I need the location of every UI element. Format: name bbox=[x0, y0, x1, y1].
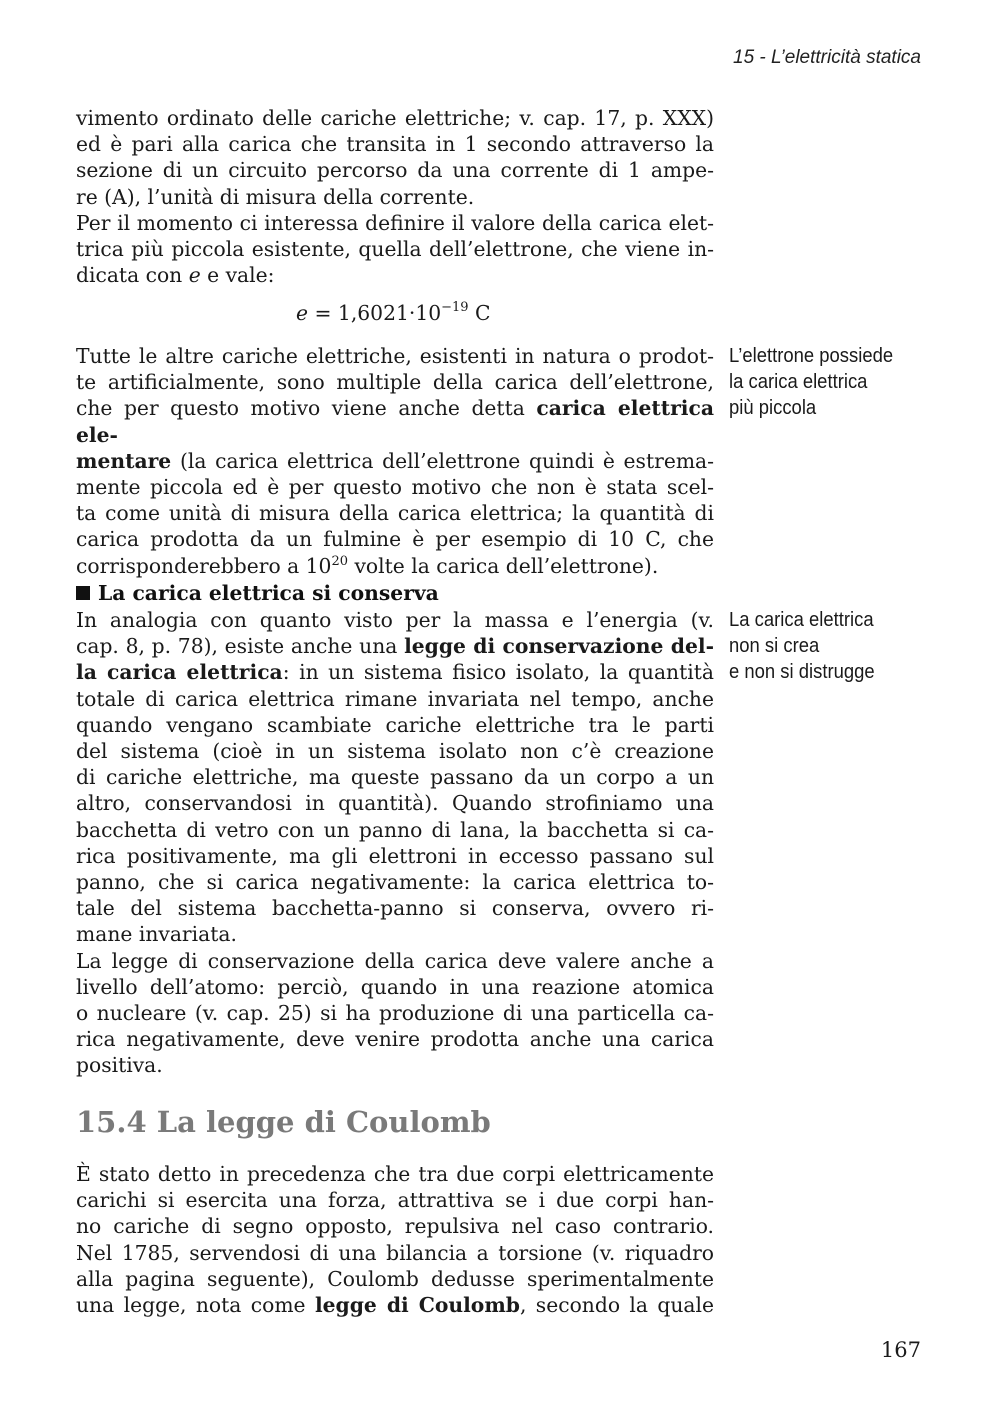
text-line bbox=[76, 659, 714, 685]
subheading-conservation bbox=[76, 581, 439, 605]
text-run: : in un sistema fisico isolato, la quantità bbox=[282, 660, 714, 685]
formula-unit: C bbox=[475, 301, 491, 325]
text-line: vimento ordinato delle cariche elettriche; v. cap. 17, p. XXX) bbox=[76, 106, 714, 130]
margin-note-line: La carica elettrica bbox=[729, 608, 874, 631]
text-line: totale di carica elettrica rimane invariata nel tempo, anche bbox=[76, 686, 714, 711]
term-bold: mentare bbox=[76, 448, 172, 473]
text-line: altro, conservandosi in quantità). Quando strofiniamo una bbox=[76, 791, 714, 816]
electron-charge-formula bbox=[296, 301, 491, 325]
text-run: (la carica elettrica dell’elettrone quindi è estrema- bbox=[171, 448, 714, 473]
text-run: che per questo motivo viene anche detta bbox=[76, 396, 537, 421]
text-line: alla pagina seguente), Coulomb dedusse sperimentalmente bbox=[76, 1266, 714, 1291]
text-line: sezione di un circuito percorso da una corrente di 1 ampe- bbox=[76, 158, 714, 183]
square-bullet-icon bbox=[76, 586, 90, 600]
margin-note-conservation bbox=[729, 607, 918, 686]
text-line: mane invariata. bbox=[76, 922, 237, 947]
formula-exponent: −19 bbox=[441, 300, 469, 315]
margin-note-line: L’elettrone possiede bbox=[729, 344, 894, 367]
text-line: re (A), l’unità di misura della corrente. bbox=[76, 184, 475, 209]
subheading-text: La carica elettrica si conserva bbox=[98, 581, 439, 605]
text-line: carichi si esercita una forza, attrattiva se i due corpi han- bbox=[76, 1188, 714, 1213]
margin-note-line: più piccola bbox=[729, 396, 817, 420]
text-run: cap. 8, p. 78), esiste anche una bbox=[76, 634, 405, 659]
text-line: no cariche di segno opposto, repulsiva nel caso contrario. bbox=[76, 1214, 714, 1239]
text-line: del sistema (cioè in un sistema isolato non c’è creazione bbox=[76, 739, 714, 764]
text-line bbox=[76, 1292, 714, 1318]
margin-note-electron bbox=[729, 343, 918, 422]
margin-note-line: la carica elettrica bbox=[729, 370, 868, 394]
paragraph-conservation bbox=[76, 607, 714, 1079]
text-line: Tutte le altre cariche elettriche, esistenti in natura o prodot- bbox=[76, 344, 714, 368]
text-line: di cariche elettriche, ma queste passano da un corpo a un bbox=[76, 765, 714, 790]
text-line: È stato detto in precedenza che tra due corpi elettricamente bbox=[76, 1162, 714, 1186]
term-bold: la carica elettrica bbox=[76, 660, 283, 685]
text-line: carica prodotta da un fulmine è per esempio di 10 C, che bbox=[76, 527, 714, 552]
text-run: dicata con bbox=[76, 263, 189, 288]
text-line: Nel 1785, servendosi di una bilancia a torsione (v. riquadro bbox=[76, 1240, 714, 1265]
term-bold: legge di Coulomb bbox=[314, 1293, 520, 1318]
paragraph-coulomb bbox=[76, 1161, 714, 1318]
text-line: panno, che si carica negativamente: la carica elettrica to- bbox=[76, 870, 714, 895]
formula-variable: e bbox=[296, 301, 309, 325]
text-line: In analogia con quanto visto per la massa e l’energia (v. bbox=[76, 608, 714, 632]
text-line: positiva. bbox=[76, 1053, 163, 1078]
text-line: tale del sistema bacchetta-panno si conserva, ovvero ri- bbox=[76, 896, 714, 921]
text-run: una legge, nota come bbox=[76, 1293, 315, 1318]
section-heading: 15.4 La legge di Coulomb bbox=[76, 1105, 491, 1139]
text-line: trica più piccola esistente, quella dell’elettrone, che viene in- bbox=[76, 237, 714, 262]
text-line: ed è pari alla carica che transita in 1 secondo attraverso la bbox=[76, 132, 714, 157]
text-line: ta come unità di misura della carica elettrica; la quantità di bbox=[76, 501, 714, 526]
formula-mantissa: 1,6021·10 bbox=[337, 301, 442, 325]
margin-note-line: non si crea bbox=[729, 634, 820, 658]
text-line: o nucleare (v. cap. 25) si ha produzione di una particella ca- bbox=[76, 1001, 714, 1026]
text-line: mente piccola ed è per questo motivo che non è stata scel- bbox=[76, 475, 714, 500]
paragraph-intro bbox=[76, 105, 714, 288]
text-line: La legge di conservazione della carica deve valere anche a bbox=[76, 948, 714, 973]
text-line bbox=[76, 395, 714, 447]
text-run: e vale: bbox=[200, 263, 275, 288]
text-line: Per il momento ci interessa definire il valore della carica elet- bbox=[76, 210, 714, 235]
exponent: 20 bbox=[331, 553, 349, 569]
term-bold: legge di conservazione del- bbox=[404, 634, 714, 659]
term-bold: carica elettrica ele- bbox=[76, 396, 715, 447]
margin-note-line: e non si distrugge bbox=[729, 660, 875, 684]
text-line bbox=[76, 448, 714, 474]
text-line bbox=[76, 553, 714, 579]
text-run: volte la carica dell’elettrone). bbox=[348, 553, 659, 578]
text-line: te artificialmente, sono multiple della carica dell’elettrone, bbox=[76, 370, 714, 395]
page-number: 167 bbox=[880, 1338, 921, 1362]
variable-e: e bbox=[188, 263, 201, 288]
text-line: quando vengano scambiate cariche elettriche tra le parti bbox=[76, 712, 714, 737]
text-line: bacchetta di vetro con un panno di lana, la bacchetta si ca- bbox=[76, 817, 714, 842]
text-line: rica positivamente, ma gli elettroni in eccesso passano sul bbox=[76, 843, 714, 868]
text-line bbox=[76, 262, 714, 288]
running-header: 15 - L’elettricità statica bbox=[733, 47, 921, 68]
text-line: livello dell’atomo: perciò, quando in una reazione atomica bbox=[76, 974, 714, 999]
text-run: corrisponderebbero a 10 bbox=[76, 553, 332, 578]
formula-equals: = bbox=[314, 301, 332, 325]
text-line bbox=[76, 633, 714, 659]
text-run: , secondo la quale bbox=[519, 1293, 714, 1318]
text-line: rica negativamente, deve venire prodotta anche una carica bbox=[76, 1027, 714, 1052]
paragraph-elementary-charge bbox=[76, 343, 714, 579]
